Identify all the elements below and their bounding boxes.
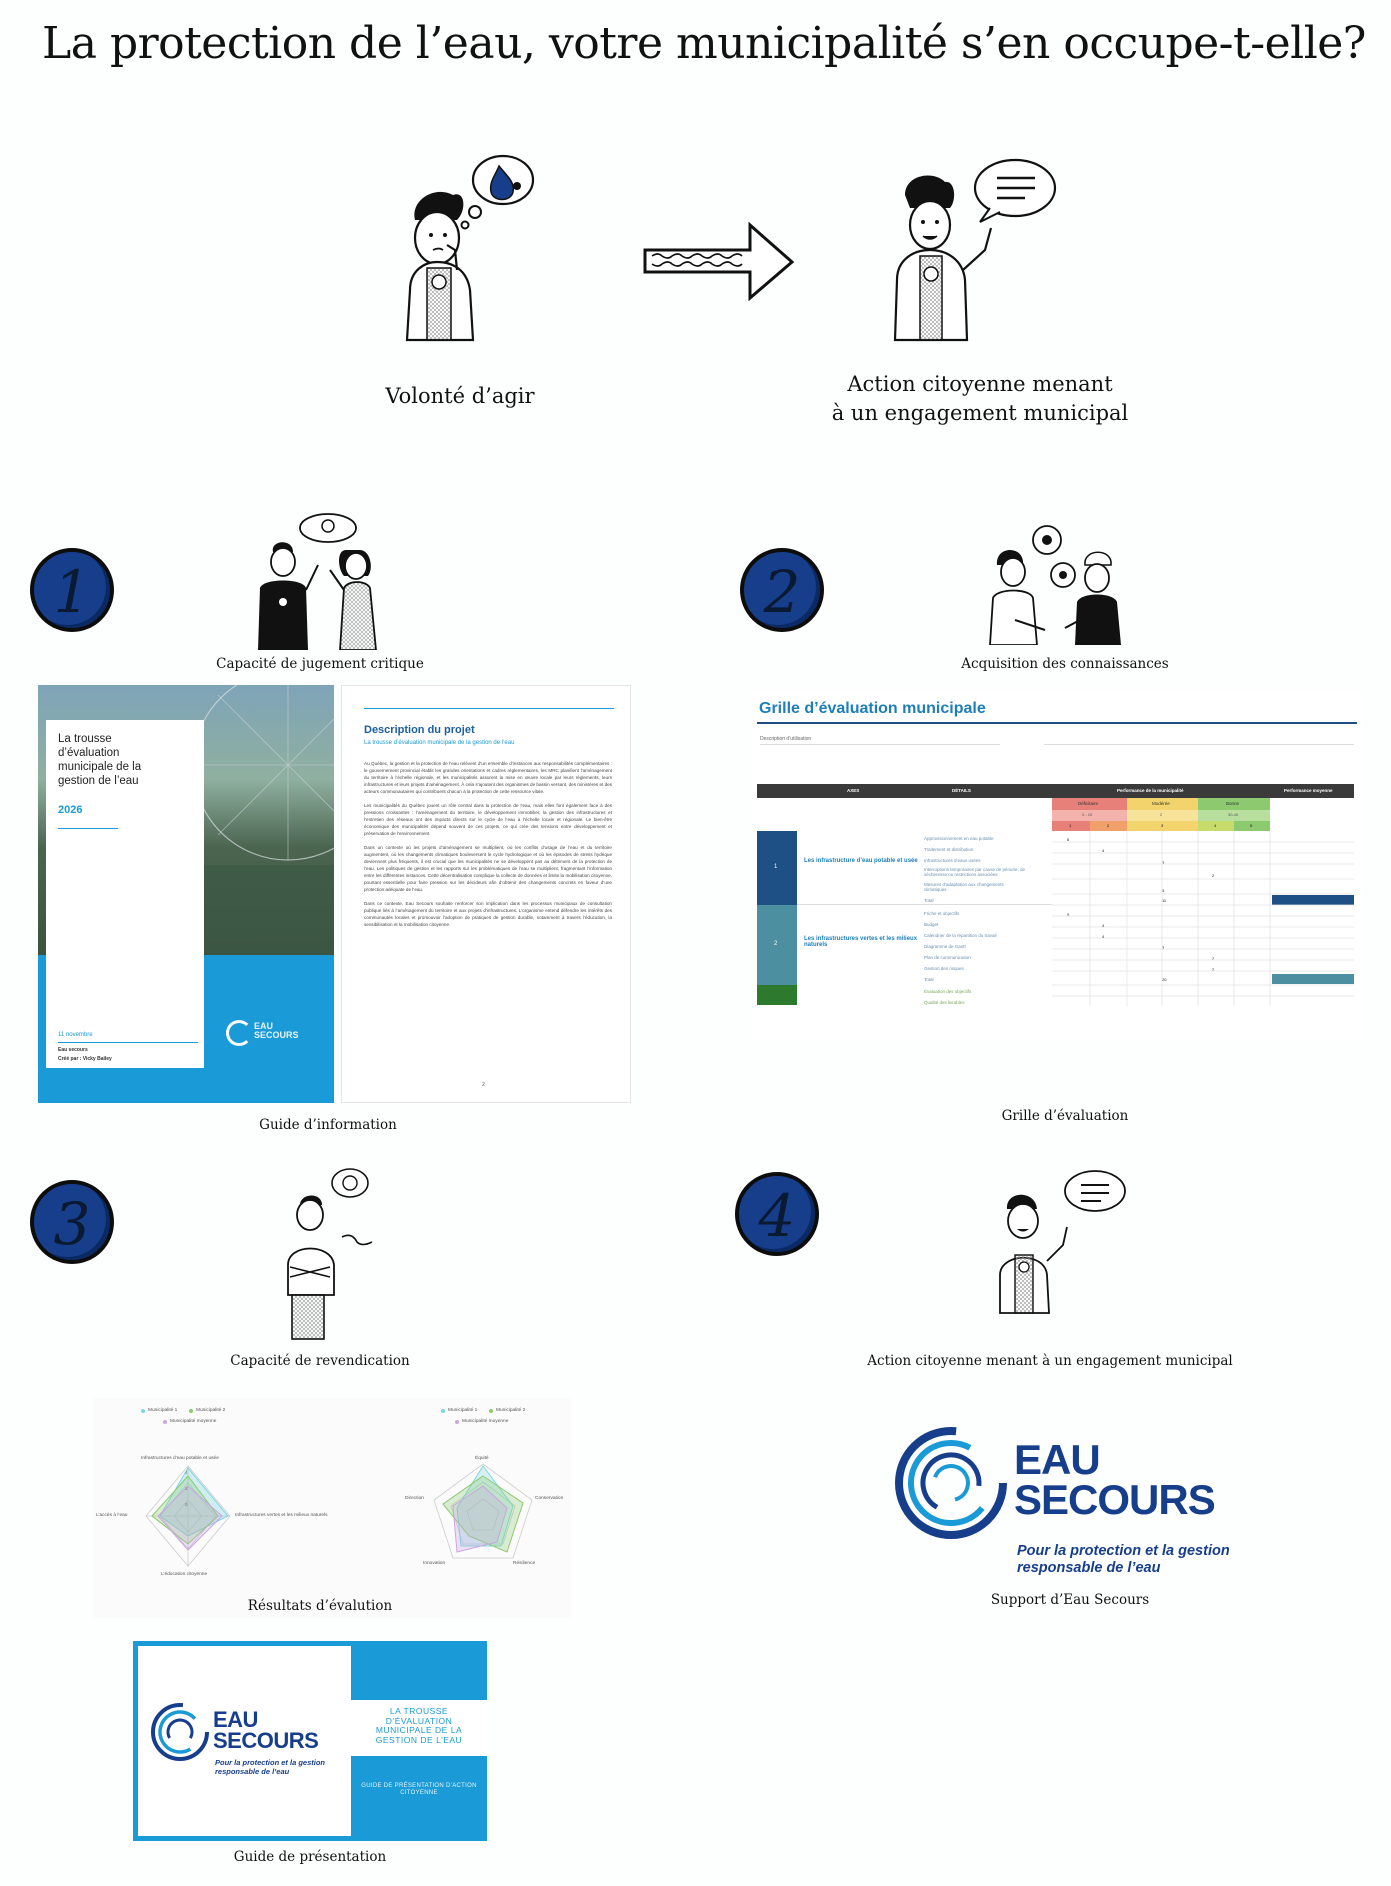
grille-item: Infrastructures d’eaux usées: [924, 858, 981, 863]
grille-title-rule: [757, 722, 1357, 724]
discussion-illustration: [248, 510, 398, 650]
grille-range-low: 0 - 20: [1082, 812, 1093, 817]
radar1-legend2: Municipalité 2: [196, 1408, 226, 1413]
presentation-kit-sub: GUIDE DE PRÉSENTATION D’ACTION CITOYENNE: [361, 1783, 477, 1796]
guide-page-heading: Description du projet: [364, 724, 475, 736]
radar1-legend1: Municipalité 1: [148, 1408, 178, 1413]
grille-score-5: 5: [1250, 823, 1253, 828]
guide-page-body: [364, 760, 612, 935]
logo-tagline-line2: responsable de l’eau: [1017, 1560, 1161, 1576]
grille-item: Évaluation des objectifs: [924, 989, 972, 994]
radar1-axis: L’éducation citoyenne: [161, 1572, 208, 1577]
speaking-person-illustration: [995, 1165, 1130, 1315]
radar2-legend2: Municipalité 2: [496, 1408, 526, 1413]
step-2-number: 2: [763, 558, 801, 626]
step-2-badge: [740, 548, 824, 632]
guide-cover-date: 11 novembre: [58, 1032, 93, 1038]
radar2-axis: Équité: [475, 1456, 489, 1461]
eau-secours-logo-text: [1014, 1436, 1215, 1523]
grille-mark: 5: [1067, 912, 1070, 917]
radar1-legend-avg: Municipalité moyenne: [170, 1419, 217, 1424]
grille-item: Friche et objectifs: [924, 911, 960, 916]
arrow-right-icon: [640, 210, 800, 310]
action-caption: [800, 370, 1160, 428]
step-1-badge: [30, 548, 114, 632]
grille-score-1: 1: [1069, 823, 1072, 828]
grille-item: Budget: [924, 922, 939, 927]
grille-item: Interruptions temporaires par cause de pénurie, de sécheresse ou restrictions associées: [924, 867, 1026, 877]
thinking-person-illustration: [280, 1165, 380, 1340]
grille-mark: 2: [1212, 873, 1215, 878]
guide-page-subheading: La trousse d’évaluation municipale de la gestion de l’eau: [364, 740, 515, 746]
grille-item: Plan de communication: [924, 955, 971, 960]
radar-panel: [93, 1398, 571, 1618]
step-4-number: 4: [758, 1182, 796, 1250]
guide-paragraph: Au Québec, la gestion et la protection de l’eau relèvent d’un ensemble d’instances aux responsabilités complémentaires : le gouvernement provincial établit les grandes orientations et cadres réglementaires, les MRC planifient l’aménagement du territoire à l’échelle régionale, et les municipalités assurent la mise en œuvre locale par leurs règlements, leurs infrastructures et leurs projets d’aménagement. À cela s’ajoutent des organismes de bassin versant, des ministères et des acteurs communautaires qui contribuent chacun à la protection de cette ressource vitale.: [364, 761, 612, 794]
action-caption-line2: à un engagement municipal: [831, 401, 1129, 425]
page-title: La protection de l’eau, votre municipalité s’en occupe-t-elle?: [42, 18, 1366, 69]
eau-secours-logo-icon: [895, 1425, 1010, 1540]
grille-col-perf: Performance de la municipalité: [1117, 788, 1184, 793]
guide-cover-panel: [46, 720, 204, 1068]
grille-range-mid-cell: [1127, 810, 1198, 821]
volonte-caption: Volonté d’agir: [385, 384, 535, 408]
grille-usage-line: [1044, 744, 1354, 745]
guide-cover-author: Créé par : Vicky Bailey: [58, 1056, 112, 1062]
logo-tagline: [1017, 1543, 1230, 1577]
radar1: [146, 1466, 230, 1566]
presentation-logo-line2: SECOURS: [213, 1728, 319, 1753]
step-3-number: 3: [53, 1190, 91, 1258]
grille-axis1-label: Les infrastructure d’eau potable et usée: [804, 858, 918, 864]
grille-mark: 2: [1212, 967, 1215, 972]
guide-cover-year: 2026: [58, 804, 83, 816]
step-3-badge: [30, 1180, 114, 1264]
grille-axis3-num-cell: [757, 985, 797, 1005]
presentation-tagline-line2: responsable de l’eau: [215, 1767, 290, 1776]
grille-col-details: DÉTAILS: [952, 788, 971, 793]
grille-axis2-num: 2: [774, 941, 778, 947]
radar2-legend1: Municipalité 1: [448, 1408, 478, 1413]
guide-cover-rule: [58, 828, 118, 829]
radar1-tick: 0: [185, 1502, 188, 1507]
presentation-logo-icon: [149, 1701, 211, 1763]
presentation-logo-tagline: [215, 1758, 325, 1776]
grille-axis2-label: Les infrastructures vertes et les milieux naturels: [804, 936, 918, 948]
radar2-axis: Conservation: [535, 1496, 564, 1501]
grille-score-4: 4: [1214, 823, 1217, 828]
radar2: [434, 1464, 532, 1558]
grille-col-axes: AXES: [847, 788, 860, 793]
radar-charts: [93, 1398, 571, 1618]
grille-level-high-label: Bonne: [1226, 801, 1240, 806]
grille-mark: 4: [1102, 923, 1105, 928]
guide-cover: [38, 685, 334, 1103]
step-1-number: 1: [53, 558, 91, 626]
presentation-tagline-line1: Pour la protection et la gestion: [215, 1758, 326, 1767]
grille-mark: 4: [1102, 848, 1105, 853]
action-caption-line1: Action citoyenne menant: [847, 372, 1113, 396]
step-3-label: Capacité de revendication: [230, 1353, 410, 1369]
grille-usage-label: Description d’utilisation: [760, 736, 812, 742]
grille-item: Diagramme de Gantt: [924, 944, 966, 949]
guide-cover-org: Eau secours: [58, 1047, 88, 1053]
speaking-person-illustration: [885, 150, 1065, 350]
grille-item: Total: [924, 898, 934, 903]
grille-title: Grille d’évaluation municipale: [759, 700, 986, 717]
grille-axis1-total: 11: [1162, 898, 1167, 903]
guide-paragraph: Dans un contexte où les projets d’aménagement se multiplient, où les conflits d’usage de l’eau et du territoire augmentent, où les changements climatiques bouleversent le cycle hydrologique et où les épisodes de stress hydrique deviennent plus fréquents, il est crucial que les municipalités ne se développent pas au détriment de la protection de l’eau. Les politiques de gestion et les rapports sur les problématiques de l’eau se multiplient, fragmentant l’information entre les différentes instances. Cette décentralisation complique la collecte de données et limite la mobilisation citoyenne, pourtant essentielle pour faire pression sur les décideurs afin d’obtenir des changements concrets en faveur d’une protection adéquate de l’eau.: [364, 845, 612, 892]
step-4-badge: [735, 1172, 819, 1256]
grille-mark: 3: [1162, 860, 1165, 865]
grille-axis1-num: 1: [774, 864, 778, 870]
presentation-label: Guide de présentation: [233, 1849, 387, 1865]
grille-range-high: 30-40: [1228, 812, 1239, 817]
thinking-person-illustration: [395, 150, 545, 350]
presentation-logo-line1: EAU: [213, 1707, 258, 1732]
grille-mark: 3: [1162, 888, 1165, 893]
radar2-axis: Direction: [405, 1496, 424, 1501]
grille-item: Traitement et distribution: [924, 847, 974, 852]
grille-usage-line: [760, 744, 1000, 745]
guide-paragraph: Dans ce contexte, Eau Secours souhaite renforcer son implication dans les processus municipaux de consultation publique liés à l’aménagement du territoire et aux projets d’infrastructures. L’organisme entend défendre les intérêts des communautés locales et promouvoir l’adoption de pratiques de gestion durable, notamment à travers l’éducation, la sensibilisation et la mobilisation citoyenne.: [364, 901, 612, 927]
legend1-dot: [441, 1409, 445, 1413]
grille-range-mid: 2: [1160, 812, 1163, 817]
learning-illustration: [985, 520, 1135, 645]
grille-level-mid-label: Modérée: [1152, 801, 1170, 806]
guide-cover-title: La trousse d’évaluation municipale de la gestion de l’eau: [58, 733, 142, 787]
step-1-label: Capacité de jugement critique: [216, 656, 424, 672]
guide-page-top-rule: [364, 708, 614, 709]
radar1-axis: Infrastructures vertes et les milieux naturels: [235, 1513, 328, 1518]
logo-name-line2: SECOURS: [1014, 1476, 1215, 1523]
support-label: Support d’Eau Secours: [990, 1592, 1150, 1608]
radar1-axis: Infrastructures d’eau potable et usée: [141, 1456, 219, 1461]
step-4-label: Action citoyenne menant à un engagement municipal: [867, 1353, 1233, 1369]
radar1-tick: 4: [185, 1470, 188, 1475]
radar2-axis: Innovation: [423, 1561, 446, 1566]
logo-name-line1: EAU: [1014, 1436, 1100, 1483]
presentation-logo-text: [213, 1709, 318, 1751]
guide-cover-logo: [254, 1022, 299, 1040]
grille-item: Mesures d’adaptation aux changements climatiques: [924, 882, 1004, 892]
grille-col-avg: Performance moyenne: [1284, 788, 1333, 793]
legend-avg-dot: [163, 1420, 167, 1424]
guide-cover-rule-2: [58, 1042, 198, 1043]
logo-tagline-line1: Pour la protection et la gestion: [1017, 1543, 1230, 1559]
grille-item: Approvisionnement en eau potable: [924, 836, 994, 841]
step-2-label: Acquisition des connaissances: [961, 656, 1169, 672]
presentation-kit-title: LA TROUSSE D’ÉVALUATION MUNICIPALE DE LA GESTION DE L’EAU: [375, 1706, 463, 1745]
legend2-dot: [189, 1409, 193, 1413]
guide-cover-logo-line2: SECOURS: [254, 1030, 299, 1040]
radar1-tick: 2: [185, 1486, 188, 1491]
guide-page: [341, 685, 631, 1103]
guide-cover-logo-icon: [226, 1020, 252, 1046]
grille-item: Total: [924, 977, 934, 982]
radar1-axis: L’accès à l’eau: [96, 1513, 128, 1518]
grille-mark: 2: [1212, 956, 1215, 961]
grille-doc: [752, 690, 1362, 1040]
grille-header-left: [757, 784, 1052, 798]
legend2-dot: [489, 1409, 493, 1413]
grille-score-3: 3: [1161, 823, 1164, 828]
guide-info-label: Guide d’information: [259, 1117, 397, 1133]
grille-mark: 4: [1102, 934, 1105, 939]
legend-avg-dot: [455, 1420, 459, 1424]
radar2-legend-avg: Municipalité moyenne: [462, 1419, 509, 1424]
grille-item: Gestion des risques: [924, 966, 964, 971]
legend1-dot: [141, 1409, 145, 1413]
grille-item: Qualité des livrables: [924, 1000, 965, 1005]
grille-item: Calendrier de la répartition du travail: [924, 933, 997, 938]
radar2-axis: Résilience: [513, 1561, 536, 1566]
guide-paragraph: Les municipalités du Québec jouent un rôle central dans la protection de l’eau, mais elles font également face à des pressions croissantes : l’aménagement du territoire, le développement immobilier, la gestion des infrastructures et l’entretien des réseaux ont des impacts directs sur le cycle de l’eau à l’échelle locale et régionale. Le bien-être économique des municipalités dépend souvent de ces projets, ce qui crée des tensions entre développement et préservation de l’environnement.: [364, 803, 612, 836]
grille-level-low-label: Déficitaire: [1078, 801, 1099, 806]
guide-cover-logo-line1: EAU: [254, 1021, 274, 1031]
resultats-label: Résultats d’évalution: [247, 1598, 393, 1614]
grille-mark: 5: [1067, 837, 1070, 842]
guide-page-number: 2: [482, 1082, 485, 1088]
grille-axis2-total: 20: [1162, 977, 1167, 982]
grille-label: Grille d’évaluation: [1001, 1108, 1129, 1124]
grille-gridlines: [1052, 831, 1354, 1006]
grille-mark: 3: [1162, 945, 1165, 950]
presentation-doc: [133, 1641, 487, 1841]
grille-score-2: 2: [1107, 823, 1110, 828]
